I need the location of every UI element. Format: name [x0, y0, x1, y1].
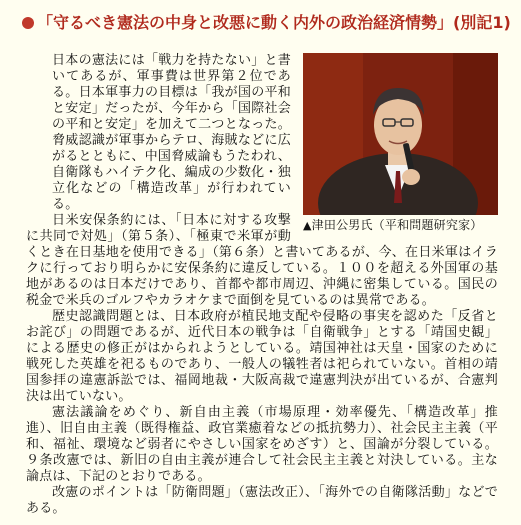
article-heading	[22, 11, 514, 34]
paragraph: 改憲のポイントは「防衛問題」（憲法改正）、「海外での自衛隊活動」などである。	[26, 485, 498, 516]
photo-caption-text: 津田公男氏（平和問題研究家）	[311, 218, 483, 232]
paragraph: 日米安保条約には、「日本に対する攻撃に共同で対処」（第５条）、「極東で米軍が動くとき在日基地を使用できる」（第６条）と書いてあるが、今、在日米軍はイラクに行っており明らかに安保条約に違反している。１００を超える外国軍の基地があるのは日本だけであり、首都や都市周辺、沖縄に密集している。国民の税金で米兵のゴルフやカラオケまで面倒を見ているのは異常である。	[26, 213, 498, 308]
paragraph: 日本の憲法には「戦力を持たない」と書いてあるが、軍事費は世界第２位である。日本軍事力の目標は「我が国の平和と安定」だったが、今年から「国際社会の平和と安定」を加えて二つとなった。脅威認識が軍事からテロ、海賊などに広がるとともに、中国脅威論もうたわれ、自衛隊もハイテク化、編成の少数化・独立化などの「構造改革」が行われている。	[52, 53, 291, 212]
paragraph: 憲法議論をめぐり、新自由主義（市場原理・効率優先、「構造改革」推進）、旧自由主義（既得権益、政官業癒着などの抵抗勢力）、社会民主主義（平和、福祉、環境など弱者にやさしい国家をめざす）と、国論が分裂している。９条改憲では、新旧の自由主義が連合して社会民主主義と対決している。主な論点は、下記のとおりである。	[26, 405, 498, 484]
photo-figure	[303, 53, 498, 233]
heading-text: 「守るべき憲法の中身と改悪に動く内外の政治経済情勢」(別記1)	[37, 13, 511, 32]
speaker-photo	[303, 53, 498, 215]
speaker-photo-illustration	[303, 53, 498, 215]
photo-caption	[303, 217, 498, 234]
paragraph: 歴史認識問題とは、日本政府が植民地支配や侵略の事実を認めた「反省とお詫び」の問題であるが、近代日本の戦争は「自衛戦争」とする「靖国史観」による歴史の修正がはかられようとしている。靖国神社は天皇・国家のために戦死した英雄を祀るものであり、一般人の犠牲者は祀られていない。首相の靖国参拝の違憲訴訟では、福岡地裁・大阪高裁で違憲判決が出ているが、合憲判決は出ていない。	[26, 309, 498, 404]
triangle-icon: ▲	[303, 219, 312, 232]
article-body	[26, 53, 498, 517]
bullet-icon	[22, 17, 34, 29]
